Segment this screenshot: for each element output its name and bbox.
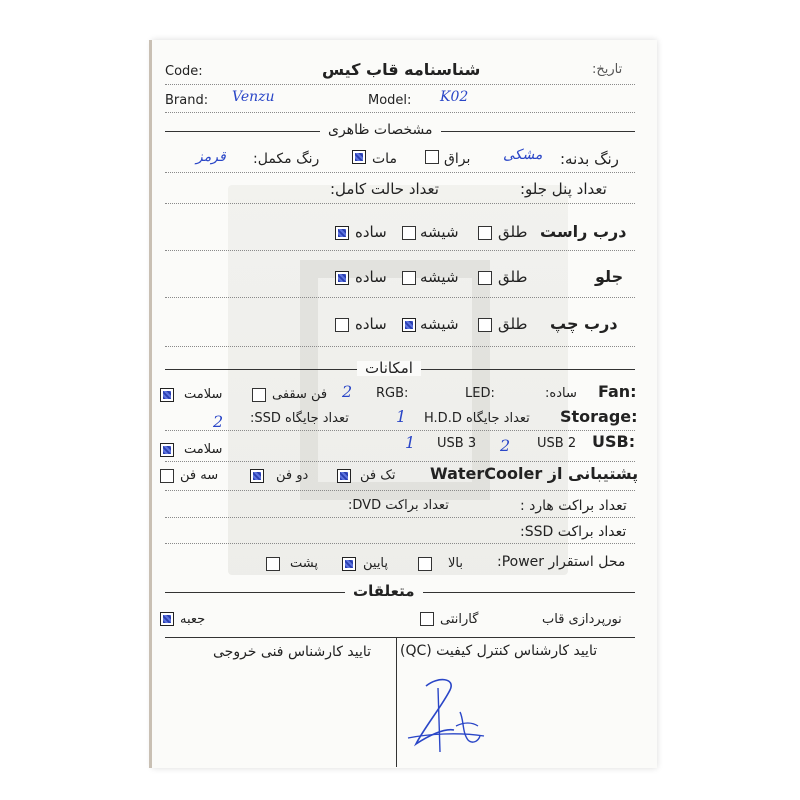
hdd-slots-value: 1 <box>396 407 407 426</box>
usb2-label: USB 2 <box>537 436 577 451</box>
usb-healthy-checkbox[interactable] <box>160 443 174 457</box>
panel-divider <box>165 203 635 204</box>
body-color-label: رنگ بدنه: <box>560 150 619 168</box>
box-label: جعبه <box>180 612 206 627</box>
psu-back-checkbox[interactable] <box>266 557 280 571</box>
storage-divider <box>165 430 635 431</box>
date-label: تاریخ: <box>592 62 623 77</box>
accent-color-label: رنگ مکمل: <box>253 151 320 167</box>
left-mesh-label: طلق <box>498 315 528 333</box>
warranty-label: گارانتی <box>440 612 479 627</box>
front-label: جلو <box>595 267 624 286</box>
approval-divider <box>396 637 397 767</box>
front-divider <box>165 297 635 298</box>
ssd-slots-label: تعداد جایگاه SSD: <box>250 411 349 426</box>
bracket-divider <box>165 517 635 518</box>
usb-divider <box>165 461 635 462</box>
qc-approval-label: تایید کارشناس کنترل کیفیت (QC) <box>400 643 598 659</box>
one-fan-checkbox[interactable] <box>337 469 351 483</box>
right-mesh-checkbox[interactable] <box>478 226 492 240</box>
right-plain-label: ساده <box>355 223 387 241</box>
watercooler-label: پشتیبانی از WaterCooler <box>430 464 639 483</box>
exit-approval-label: تایید کارشناس فنی خروجی <box>213 644 372 660</box>
one-fan-label: تک فن <box>360 468 396 483</box>
usb-healthy-label: سلامت <box>184 442 223 457</box>
left-plain-checkbox[interactable] <box>335 318 349 332</box>
right-door-divider <box>165 250 635 251</box>
psu-bottom-checkbox[interactable] <box>342 557 356 571</box>
front-plain-checkbox[interactable] <box>335 271 349 285</box>
case-lighting-checkbox[interactable] <box>420 612 434 626</box>
usb3-label: USB 3 <box>437 436 477 451</box>
two-fan-label: دو فن <box>276 468 309 483</box>
features-section-title: امکانات <box>357 361 421 376</box>
left-glass-label: شیشه <box>420 315 459 333</box>
left-glass-checkbox[interactable] <box>402 318 416 332</box>
body-color-value: مشکی <box>503 147 543 163</box>
appearance-section-title: مشخصات ظاهری <box>320 123 441 137</box>
model-label: Model: <box>368 93 412 108</box>
psu-position-label: محل استقرار Power: <box>497 554 626 570</box>
right-glass-checkbox[interactable] <box>402 226 416 240</box>
glossy-label: براق <box>444 151 471 167</box>
ceiling-fan-checkbox[interactable] <box>252 388 266 402</box>
color-divider <box>165 172 635 173</box>
accent-color-value: قرمز <box>196 149 226 165</box>
box-checkbox[interactable] <box>160 612 174 626</box>
right-mesh-label: طلق <box>498 223 528 241</box>
psu-top-label: بالا <box>448 556 463 571</box>
right-door-label: درب راست <box>540 222 627 241</box>
storage-label: Storage: <box>560 407 638 426</box>
hdd-bracket-label: تعداد براکت هارد : <box>520 498 627 514</box>
full-state-count-label: تعداد حالت کامل: <box>330 180 439 198</box>
accessories-section-title: متعلقات <box>345 584 423 599</box>
header-divider <box>165 84 635 85</box>
left-plain-label: ساده <box>355 315 387 333</box>
psu-bottom-label: پایین <box>363 556 389 571</box>
left-mesh-checkbox[interactable] <box>478 318 492 332</box>
matte-checkbox[interactable] <box>352 150 366 164</box>
front-mesh-label: طلق <box>498 268 528 286</box>
code-label: Code: <box>165 64 203 79</box>
front-mesh-checkbox[interactable] <box>478 271 492 285</box>
model-value: K02 <box>440 89 469 105</box>
front-plain-label: ساده <box>355 268 387 286</box>
qc-signature <box>398 660 498 760</box>
approval-rule <box>165 637 635 638</box>
right-plain-checkbox[interactable] <box>335 226 349 240</box>
watercooler-divider <box>165 490 635 491</box>
brand-label: Brand: <box>165 93 209 108</box>
psu-top-checkbox[interactable] <box>418 557 432 571</box>
left-door-divider <box>165 346 635 347</box>
fan-rgb-value: 2 <box>342 382 353 401</box>
usb3-value: 1 <box>405 433 416 452</box>
ssd-bracket-label: تعداد براکت SSD: <box>520 524 627 540</box>
front-glass-label: شیشه <box>420 268 459 286</box>
fan-label: Fan: <box>598 382 637 401</box>
fan-healthy-checkbox[interactable] <box>160 388 174 402</box>
dvd-bracket-label: تعداد براکت DVD: <box>348 498 449 513</box>
usb-label: USB: <box>592 432 636 451</box>
brand-value: Venzu <box>232 89 275 105</box>
ceiling-fan-label: فن سقفی <box>272 387 328 402</box>
psu-back-label: پشت <box>290 556 318 571</box>
two-fan-checkbox[interactable] <box>250 469 264 483</box>
front-glass-checkbox[interactable] <box>402 271 416 285</box>
glossy-checkbox[interactable] <box>425 150 439 164</box>
fan-plain-label: ساده: <box>545 386 577 401</box>
left-door-label: درب چپ <box>550 314 618 333</box>
three-fan-checkbox[interactable] <box>160 469 174 483</box>
right-glass-label: شیشه <box>420 223 459 241</box>
matte-label: مات <box>372 151 397 167</box>
fan-led-label: LED: <box>465 386 495 401</box>
hdd-slots-label: تعداد جایگاه H.D.D <box>424 411 530 426</box>
front-panel-count-label: تعداد پنل جلو: <box>520 180 607 198</box>
fan-rgb-label: RGB: <box>376 386 409 401</box>
ssd-bracket-divider <box>165 543 635 544</box>
three-fan-label: سه فن <box>180 468 219 483</box>
ssd-slots-value: 2 <box>213 412 224 431</box>
brand-divider <box>165 112 635 113</box>
usb2-value: 2 <box>500 436 511 455</box>
case-lighting-label: نورپردازی قاب <box>542 612 622 627</box>
page-title: شناسنامه قاب کیس <box>322 60 481 79</box>
fan-healthy-label: سلامت <box>184 387 223 402</box>
